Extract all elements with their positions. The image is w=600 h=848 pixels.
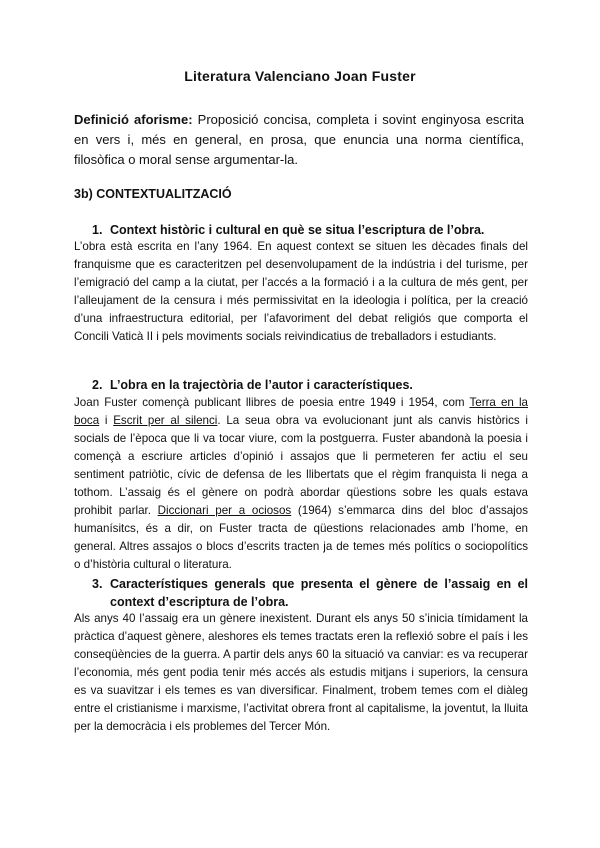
subsection-heading-2 <box>74 376 528 394</box>
document-title: Literatura Valenciano Joan Fuster <box>184 68 416 84</box>
subsection-title: Característiques generals que presenta el gènere de l’assaig en el context d’escriptura de l’obra. <box>110 577 528 609</box>
definition-paragraph <box>74 110 524 170</box>
book-title-escrit-per-al-silenci: Escrit per al silenci <box>113 414 218 427</box>
paragraph-text: . La seua obra va evolucionant junt als canvis històrics i socials de l’època que li va tocar viure, com la postguerra. Fuster abandonà la poesia i començà a escriure articles d’opinió i assajos que li permeteren fer actiu el seu sentiment patriòtic, cívic de defensa de les llibertats que el règim franquista li nega a tothom. L’assaig és el gènere on podrà abordar qüestions sobre les quals estava prohibit parlar. <box>74 414 528 517</box>
paragraph-text: (1964) s’emmarca dins del bloc d’assajos humanísitcs, és a dir, on Fuster tracta de qüestions relacionades amb l’home, en general. Altres assajos o blocs d’escrits tracten ja de temes més polítics o sociopolítics o d’història cultural o literatura. <box>74 504 529 571</box>
subsection-number: 1. <box>92 223 103 237</box>
subsection-title: Context històric i cultural en què se situa l’escriptura de l’obra. <box>110 223 485 237</box>
book-title-diccionari-per-a-ociosos: Diccionari per a ociosos <box>157 504 292 517</box>
definition-label: Definició aforisme: <box>74 112 193 127</box>
subsection-title: L’obra en la trajectòria de l’autor i característiques. <box>110 378 413 392</box>
subsection-heading-1 <box>74 221 528 239</box>
definition-text: Proposició concisa, completa i sovint enginyosa escrita en vers i, més en general, en prosa, que enuncia una norma científica, filosòfica o moral sense argumentar-la. <box>74 112 524 167</box>
paragraph-text: Joan Fuster començà publicant llibres de poesia entre 1949 i 1954, com <box>74 396 470 409</box>
subsection-number: 2. <box>92 378 103 392</box>
book-title-terra-en-la-boca: Terra en la boca <box>74 396 528 427</box>
paragraph-text: i <box>99 414 114 427</box>
subsection-paragraph-1: L’obra està escrita en l’any 1964. En aquest context se situen les dècades finals del franquisme que es caracteritzen pel desenvolupament de la indústria i del turisme, per l’emigració del camp a la ciutat, per l’accés a la formació i a la cultura de més gent, per l’alleujament de la censura i més permissivitat en la ideologia i política, per la creació d’una infraestructura editorial, per l’afavoriment del debat religiós que comporta el Concili Vaticà II i pels moviments socials reivindicatius de treballadors i estudiants. <box>74 240 528 343</box>
subsection-paragraph-3: Als anys 40 l’assaig era un gènere inexistent. Durant els anys 50 s’inicia tímidament la pràctica d’aquest gènere, aleshores els temes tractats eren la reflexió sobre el país i les conseqüències de la guerra. A partir dels anys 60 la situació va canviar: es va recuperar l’economia, més gent podia tenir més accés als estudis mitjans i superiors, la censura es va suavitzar i els temes es van diversificar. Finalment, trobem temes com el diàleg entre el cristianisme i marxisme, l’activitat obrera front al capitalisme, la joventut, la lluita per la democràcia i els problemes del Tercer Món. <box>74 612 528 733</box>
section-heading: 3b) CONTEXTUALITZACIÓ <box>74 187 232 201</box>
subsection-paragraph-2 <box>74 394 528 574</box>
subsection-number: 3. <box>92 577 103 591</box>
subsection-heading-3 <box>74 575 528 611</box>
